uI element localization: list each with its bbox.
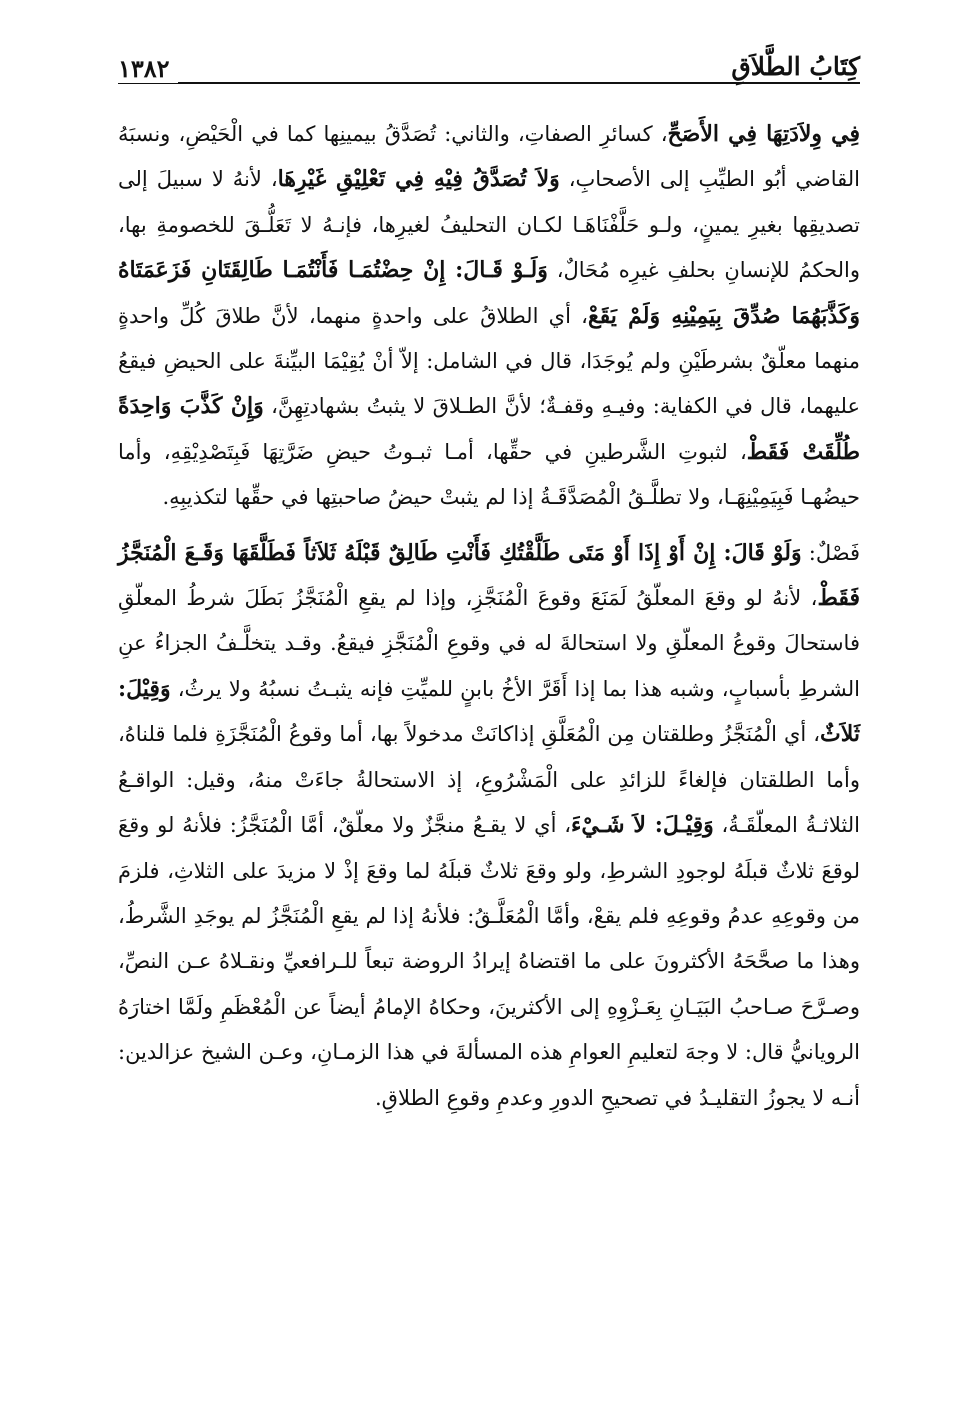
text-segment: وَلاَ تُصَدَّقُ فِيْهِ فِي تَعْلِيْقِ غَيْرِهَا	[277, 166, 560, 193]
paragraph-2	[118, 531, 860, 1121]
text-segment: وَقِيْـلَ: لاَ شَـيْءَ	[571, 812, 714, 839]
text-segment: ، أي الْمُنَجَّزُ وطلقتان مِن الْمُعَلَّقِ إذاكانَتْ مدخولاً بها، أما وقوعُ الْمُنَجَّزَةِ فلما قلناهُ، وأما الطلقتان فإلغاءً للزائدِ على الْمَشْرُوعِ، إذ الاستحالةُ جاءَتْ منهُ، وقيل: الواقـعُ الثلاثـةُ المعلّقَـةُ،	[118, 722, 860, 838]
text-segment: ، لأنهُ لا سبيلَ إلى تصديقِها بغيرِ يمينٍ، ولـو حَلَّفْنَاهَـا لكـان التحليفُ لغيرِها، فإنـهُ لا تَعَلُّـقَ للخصومةِ بها، والحكمُ للإنسانِ بحلفِ غيرِه مُحَالٌ،	[118, 167, 861, 283]
section-label: فَصْلٌ:	[801, 540, 861, 565]
text-segment: وَلَـوْ قَـالَ: إِنْ حِضْتُمَـا فَأَنْتُمَـا طَالِقَتَانِ فَزَعَمَتَاهُ وَكَذَّبَهُمَا صُدِّقَ بِيَمِيْنِهِ وَلَمْ يَقَعْ	[118, 257, 860, 329]
text-segment: ، لأنهُ لو وقعَ المعلّقُ لَمَنَعَ وقوعَ الْمُنَجَّزِ، وإذا لم يقعِ الْمُنَجَّزُ بَطَلَ شرطُ المعلّقِ فاستحالَ وقوعُ المعلّقِ ولا استحالةَ له في وقوعِ الْمُنَجَّزِ فيقعُ. وقـد يتخلَّـفُ الجزاءُ عنِ الشرطِ بأسبابٍ، وشبه هذا بما إذا أَقَرَّ الأخُ بابنٍ للميِّتِ فإنه يثبـتُ نسبُهُ ولا يرثُ،	[118, 586, 860, 701]
header-rule	[118, 82, 860, 84]
text-segment: وَإِنْ كَذَّبَ وَاحِدَةً طُلِّقَتْ فَقَطْ	[118, 393, 860, 465]
text-segment: فِي وِلاَدَتِهَا فِي الأَصَحِّ	[667, 121, 860, 147]
paragraph-1	[118, 112, 860, 521]
text-segment: ، أي لا يقـعُ منجَّزٌ ولا معلّقٌ، أمَّا الْمُنَجَّزُ: فلأنهُ لو وقعَ لوقعَ ثلاثٌ قبلَهُ لوجودِ الشرطِ، ولو وقعَ ثلاثٌ قبلَهُ لما وقعَ إذْ لا مزيدَ على الثلاثِ، فلزمَ من وقوعِهِ عدمُ وقوعِهِ فلم يقعْ، وأمَّا الْمُعَلَّـقُ: فلأنهُ إذا لم يقعِ الْمُنَجَّزُ لم يوجَدِ الشَّرطُ، وهذا ما صحَّحَهُ الأكثرونَ على ما اقتضاهُ إيرادُ الروضة تبعاً للـرافعيِّ ونقـلاهُ عـن النصِّ، وصـرَّحَ صـاحبُ البَيَـانِ بِعَـزْوِهِ إلى الأكثرينَ، وحكاهُ الإمامُ أيضاً عن الْمُعْظَمِ ولَمَّا اختارَهُ الرويانيُّ قال: لا وجهَ لتعليمِ العوامِ هذه المسألةَ في هذا الزمـانِ، وعـن الشيخ عزالدين: أنـه لا يجوزُ التقليـدُ في تصحيحِ الدورِ وعدمِ وقوعِ الطلاقِ.	[118, 813, 860, 1110]
running-header	[118, 52, 860, 90]
header-page-number: ١٣٨٢	[118, 54, 178, 83]
body-text	[118, 112, 860, 1121]
text-segment: ، كسائرِ الصفاتِ، والثاني: تُصَدَّقُ بيمينِها كما في الْحَيْضِ، ونسبَهُ القاضي أبُو الطيِّبِ إلى الأصحابِ،	[118, 122, 860, 192]
header-book-title: كِتَابُ الطَّلاَقِ	[723, 52, 860, 81]
text-segment: ، لثبوتِ الشَّرطينِ في حقِّها، أمـا ثبـوتُ حيضِ ضَرَّتِهَا فَبِتَصْدِيْقِهِ، وأما حيضُهـا فَبِيَمِيْنِهَـا، ولا تطلَّـقُ الْمُصَدَّقَـةُ إذا لم يثبتْ حيضُ صاحبتِها في حقِّها لتكذيبِهِ.	[118, 439, 860, 510]
text-segment: ، أي الطلاقُ على واحدةٍ منهما، لأنَّ طلاقَ كُلِّ واحدةٍ منهما معلّقٌ بشرطَيْنِ ولم يُوجَدَا، قال في الشامل: إلاّ أنْ يُقِيْمَا البيِّنةَ على الحيضِ فيقعُ عليهما، قال في الكفاية: وفيـهِ وقفـةٌ؛ لأنَّ الطـلاقَ لا يثبتُ بشهادتِهِنَّ،	[118, 303, 860, 419]
text-segment: وَقِيْلَ: ثَلاَثٌ	[118, 675, 860, 748]
text-segment: وَلَوْ قَالَ: إِنْ أَوْ إِذَا أَوْ مَتَى طَلَّقْتُكِ فَأَنْتِ طَالِقٌ قَبْلَهُ ثَلاَثاً فَطَلَّقَهَا وَقَـعَ الْمُنَجَّزُ فَقَطْ	[118, 539, 860, 612]
